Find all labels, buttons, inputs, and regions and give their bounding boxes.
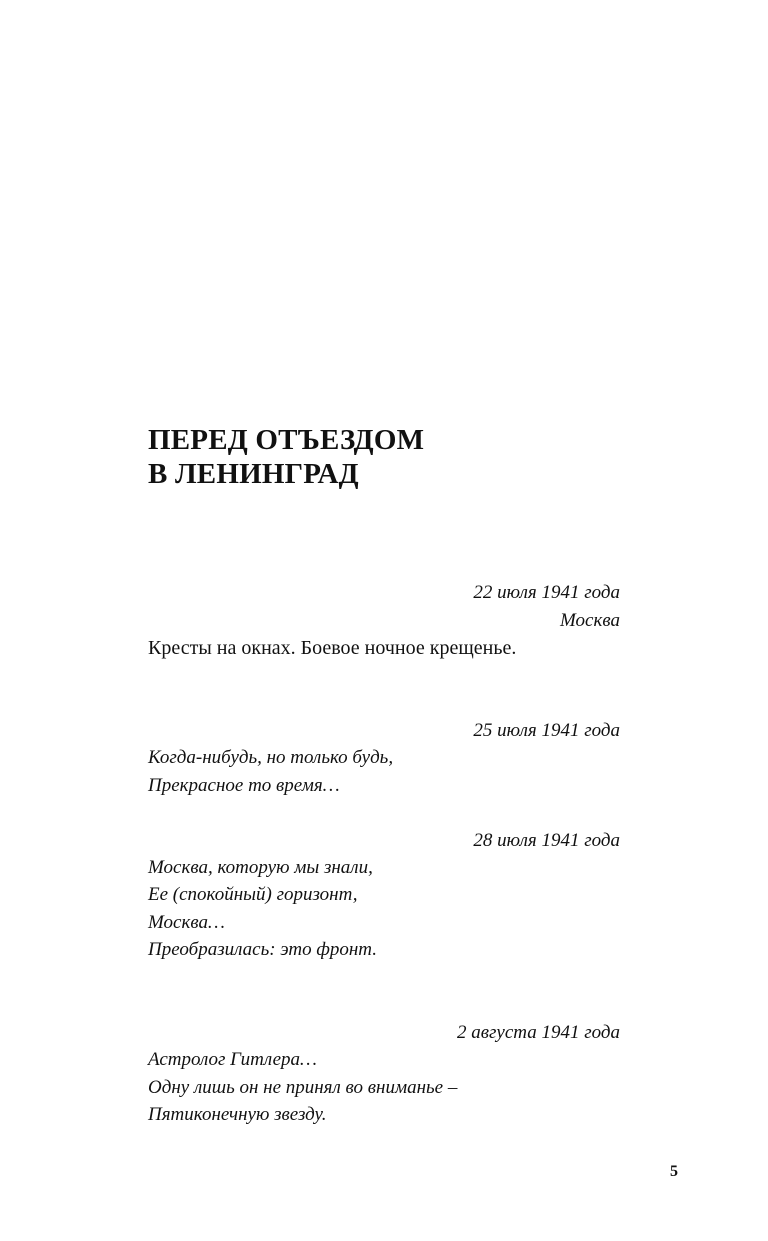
entry-date: 2 августа 1941 года [456, 1022, 620, 1043]
poem-line: Преобразилась: это фронт. [148, 939, 378, 960]
entry-text-line: Кресты на окнах. Боевое ночное крещенье. [148, 637, 517, 659]
page-number: 5 [670, 1163, 678, 1180]
poem-line: Прекрасное то время… [148, 775, 340, 796]
chapter-title-line-2: В ЛЕНИНГРАД [148, 458, 359, 490]
poem-line: Астролог Гитлера… [148, 1049, 317, 1070]
poem-line: Когда-нибудь, но только будь, [148, 747, 394, 768]
chapter-title [148, 423, 424, 491]
poem-line: Москва, которую мы знали, [148, 857, 373, 878]
poem-line: Одну лишь он не принял во вниманье – [148, 1077, 458, 1098]
poem-line: Москва… [148, 912, 225, 933]
chapter-title-line-1: ПЕРЕД ОТЪЕЗДОМ [148, 424, 425, 456]
entry-date: 25 июля 1941 года [473, 720, 620, 741]
poem-line: Ее (спокойный) горизонт, [148, 884, 358, 905]
poem-line: Пятиконечную звезду. [148, 1104, 327, 1125]
entry-place: Москва [560, 610, 620, 631]
entry-date: 28 июля 1941 года [473, 830, 620, 851]
entry-date: 22 июля 1941 года [473, 582, 620, 603]
